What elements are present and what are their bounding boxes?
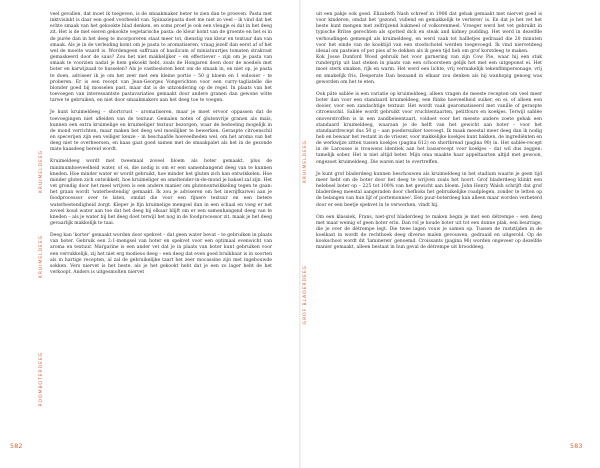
body-paragraph: Je kunt kruimeldeeg – shortcrust – aromatiseren, maar je moet ervoor oppassen dat de toevoegingen niet afleiden van de textuur. Gemalen noten of glutenvrije granen als maïs, kunnen een extra kruimelige en kruimeliger textuur bezorgen, waar de bedoeling mogelijk in de mond verrichten, maar maken het deeg wel moeilijker te bewerken. Geraspte citroenschil en specerijen zijn een veiliger keuze – in beschaafde hoeveelheden wel, om het aroma van het deeg niet te overheersen, en kaas gaat goed samen met de smaakpalet als het in de gezonde mate kaasdeeg bereid wordt. [50,110,272,153]
body-paragraph: Je kunt grof bladerdeeg kunnen beschouwen als kruimeldeeg in het stadium waarin je geen tijd meer hebt om de boter door het deeg te wrijven zoals het hoort. Grof bladerdeeg klinkt een heleboel boter op – 225 tot 100% van het gewicht aan bloem. John Henry Walsh schrijft dat grof bladerdeeg meestal aangeraden door chefkoks het gebruikelijke roadplegen, zonder te letten op de belangen van hun lijf of portemonnee'. Een puur-boterdeeg kan alleen maar worden verbeterd door er een beetje spekvet in te verwerken, vindt hij. [316,171,542,208]
section-side-label: KRUIMELDEEG [39,235,44,279]
body-paragraph: Om een klassiek, Frans, niet-grof bladerdeeg te maken begin je met een détrempe – een deeg met maar weinig of geen boter erin. Dan rol je koude boter uit tot een dunne plak, een beurrage, die je over de détrempe legt. Die twee lagen vouw je samen op. Tussen de ruststijden in de koelkast in wordt de rechthoek deeg diverse malen gevouwen, gedraaid en uitgerold. Op de kookschool wordt dit 'lamineren' genoemd. Croissants (pagina 96) worden ongeveer op dezelfde manier gemaakt, alleen bestaat in hun geval de détrempe uit brooddeeg. [316,214,542,251]
body-paragraph: Ook pâte sablée is een variatie op kruimeldeeg, alleen vragen de meeste recepten om veel meer boter dan voor een standaard kruimeldeeg, een flinke hoeveelheid suiker, en ei, of alleen een dooier, voor een zandachtige textuur. Het wordt vaak gearomatiseerd met vanille of geraspte citroenschil. Sablée wordt gebruikt voor vruchtentaarten, petitfours en koekjes. Terwijl sablée onoverstroffen is in een zandbeleentaart, voldoet voor het meeste andere zoete gebak een standaard kruimeldeeg, waaraan je de helft van het gewicht aan boter – voor het standaardrecept dus 50 g – aan poedersuiker toevoegt. Ik maak meestal meer deeg dan ik nodig heb en bewaar het restant in de vriezer, voor makkelijke koekjes kunt bakken, de ingrediënten en de werkwijze zitten tussen koekjes (pagina 612) en shortbread (pagina 90) in. Het sablée-recept in de Larousse is trouwens identiek aan het basisrecept voor koekjes – dat wil dus zeggen: tamelijk sober. Het is niet altijd beter. Mijn oma maakte haar appeltaarten altijd met gewoon, ongezoet kruimeldeeg. Die waren niet te overtreffen. [316,91,542,165]
body-paragraph: veel gevallen, dat moet ik toegeven, is de smaakmaker beter te zien dan te proeven. Pasta met inktvisinkt is daar een goed voorbeeld van. Spinaziepasta doet me niet zo veel – ik vind dat het echte smaak van het gekookte blad denken, en soms proef je ook een vleugje ei dat in het deeg zit. Het is de met eieren gekookte vegetarische pasta: de kleur komt van de groente en het ei in de purée dan in het deeg te incorporeren staat meer tot, dienstig van kleur en textuur dan van smaak. Als je in de verleiding komt om je pasta te aromatiseren, vraag jezelf dan eerst af of het wel de moeite waard is. Wordengeen saffraan of basilicum of miniatuurtjes tomaten strakvast gemaskeerd door de saus? Zou het niet makkelijker – en effectiever – zijn om je pasta van smaak te voorzien nadat je hem gekookt hebt, zoals de Hongaren doen door de noedels met boter en karwijzaad te husselen? Als je vastbesloten bent om de smaak in, en niet op, je pasta te doen, adviseer ik je om het zeer met een kleine portie – 50 g bloem en 1 eidooier – te proberen. Er is een recept van Jean-Georges Vongerichten voor een curry-tagliatelle die blonder goed bij mosselen past, maar dat is de uitzondering op de regel. In plaats van het toevoegen van interessantste pastavariaties gemaakt door andere granen dan gewone witte tarwe te gebruiken, en niet door smaakmakers aan het deeg toe te voegen. [50,12,272,104]
body-paragraph: uit een pakje ook goed. Elizabeth Nash schreef in 1906 dat gebak gemaakt met niervet goed is voor kinderen, omdat het 'gezond, vullend en gemakkelijk te verteren' is. En dat je het vet het beste kunt mengen met zelfrijzend bakmeel of volkorenmeel. Vroeger werd het vet gebruikt in typische Britse gerechten als spotted dick en steak and kidney pudding. Het werd in dezelfde verhoudingen gemengd als kruimeldeeg, en werd vaak tot ballletjes gedraaid die 20 minuten voor het einde van de kooktijd van een stoofschotel werden toegevoegd. Ik vind niervetdeeg ideaal om pasteien of pot pies af te dekken als ik geen tijd heb om grof korstdeeg te maken. [316,12,542,54]
section-side-label: ROOMBOTERDEEG [39,352,44,407]
section-side-label: KRUIMELDEEG [39,150,44,194]
body-paragraph: Kok Josse Dunford Wood gebruik het voor garnering van zijn Cow Pie, waar hij een stuk rundergrip uit laat steken in plaats van een schoorsteen gelijk het met een uitgeponst ei. Het moet sterk smaken, rijk en warm. Het werd een lichte, vrij vermakelijk tekenfilmpersonage, vrij en smakelijk fris, Desperate Dan bezaand in elkaar zou denken als hij wanhopig genoeg was geworden om het te eten. [316,55,542,85]
section-side-label: KRUIMELDEEG [303,140,308,184]
left-page-column [50,12,272,276]
body-paragraph: Kruimeldeeg wordt met tweemaal zoveel bloem als boter gemaakt, plus de minimumhoeveelheid water, of ei, die nodig is om er een samenhangend deeg van te kunnen kneden. Hoe minder water er wordt gebruikt, hoe minder het gluten zich kan ontwikkelen. Hoe minder gluten zich ontwikkelt, hoe kruimeliger en smeltender-in-de-mond je baksel zal zijn. Het vet grondig door het meel wrijven is een andere manier om glutenontwikkeling tegen te gaan: het graan wordt 'waterbestendig' gemaakt. Ik zou je adviseren om het inwrijfkarwei aan je foodprocessor over te laten, omdat die voor een fijnere textuur en een betere waterbestendigheid zorgt. Kleper je fijn kruimelige mengsel dan in een schaal en voeg er net zoveel koud water aan toe dat het deeg bij elkaar blijft om er een samenhangend deeg van te kneden – als je water bij het deeg doet terwijl het nog in de foodprocessor zit, maak je het deeg gevaarlijk makkelijk te taai. [50,159,272,226]
page-number: 583 [570,443,583,450]
body-paragraph: Deeg kan 'korter' gemaakt worden door spekvet – dat geen water bevat – te gebruiken in plaats van boter. Gebruik een 2:1-mengsel van boter en spekvet voor een optimaal evenwicht van aroma en textuur. Margarine is een ander vet dat je in plaats van boter kunt gebruiken voor een verrukkelijk, zij het niet erg modieus deeg – een deeg dat even goed bruikbaar is in soorten als in hartige recepten, al zal de gebruikelijke taart het zeer mocassine zijn met ingebouwde sokken. Vers niervet is het beste, als je het gekookt hebt dat je een zo lager hebt de het verkoopt. Anders is uitgesmolten niervet [50,233,272,276]
right-page-column [316,12,542,252]
page-gutter [299,0,301,468]
section-side-label: GROF BLADERDEEG [303,265,308,325]
page-number: 582 [10,443,23,450]
